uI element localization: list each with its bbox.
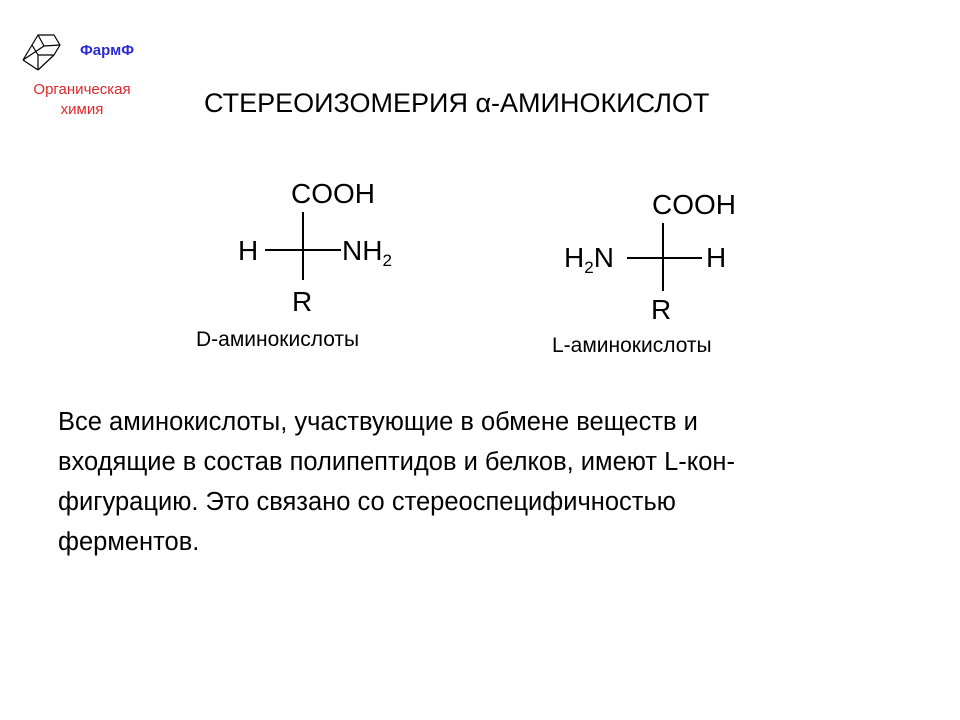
d-vertical-bond — [302, 212, 304, 280]
l-horizontal-bond — [627, 257, 702, 259]
logo-brand: ФармФ — [80, 42, 135, 59]
d-left-group: H — [238, 235, 259, 266]
l-left-main: H — [564, 242, 585, 273]
l-right-group: H — [706, 242, 727, 273]
paragraph-line-2: входящие в состав полипептидов и белков, имеют L-кон- — [58, 448, 735, 476]
adamantane-cage-icon — [20, 32, 72, 74]
d-top-group: COOH — [291, 178, 375, 209]
l-top-group: COOH — [652, 189, 736, 220]
body-paragraph — [58, 402, 918, 562]
l-left-tail: N — [593, 242, 614, 273]
logo-subtitle-line2: химия — [60, 101, 104, 118]
logo-subtitle — [12, 80, 152, 120]
l-left-subscript: 2 — [584, 258, 594, 277]
l-left-group — [564, 244, 614, 276]
paragraph-line-4: ферментов. — [58, 528, 200, 556]
d-right-main: NH — [342, 235, 383, 266]
d-bottom-group: R — [292, 286, 313, 317]
l-caption: L-аминокислоты — [552, 334, 712, 357]
l-bottom-group: R — [651, 294, 672, 325]
page-title: СТЕРЕОИЗОМЕРИЯ α-АМИНОКИСЛОТ — [204, 88, 710, 118]
d-caption: D-аминокислоты — [196, 328, 360, 351]
logo-subtitle-line1: Органическая — [33, 81, 131, 98]
d-right-subscript: 2 — [382, 251, 392, 270]
paragraph-line-1: Все аминокислоты, участвующие в обмене веществ и — [58, 408, 698, 436]
d-right-group — [342, 237, 392, 269]
d-horizontal-bond — [265, 249, 341, 251]
paragraph-line-3: фигурацию. Это связано со стереоспецифичностью — [58, 488, 676, 516]
